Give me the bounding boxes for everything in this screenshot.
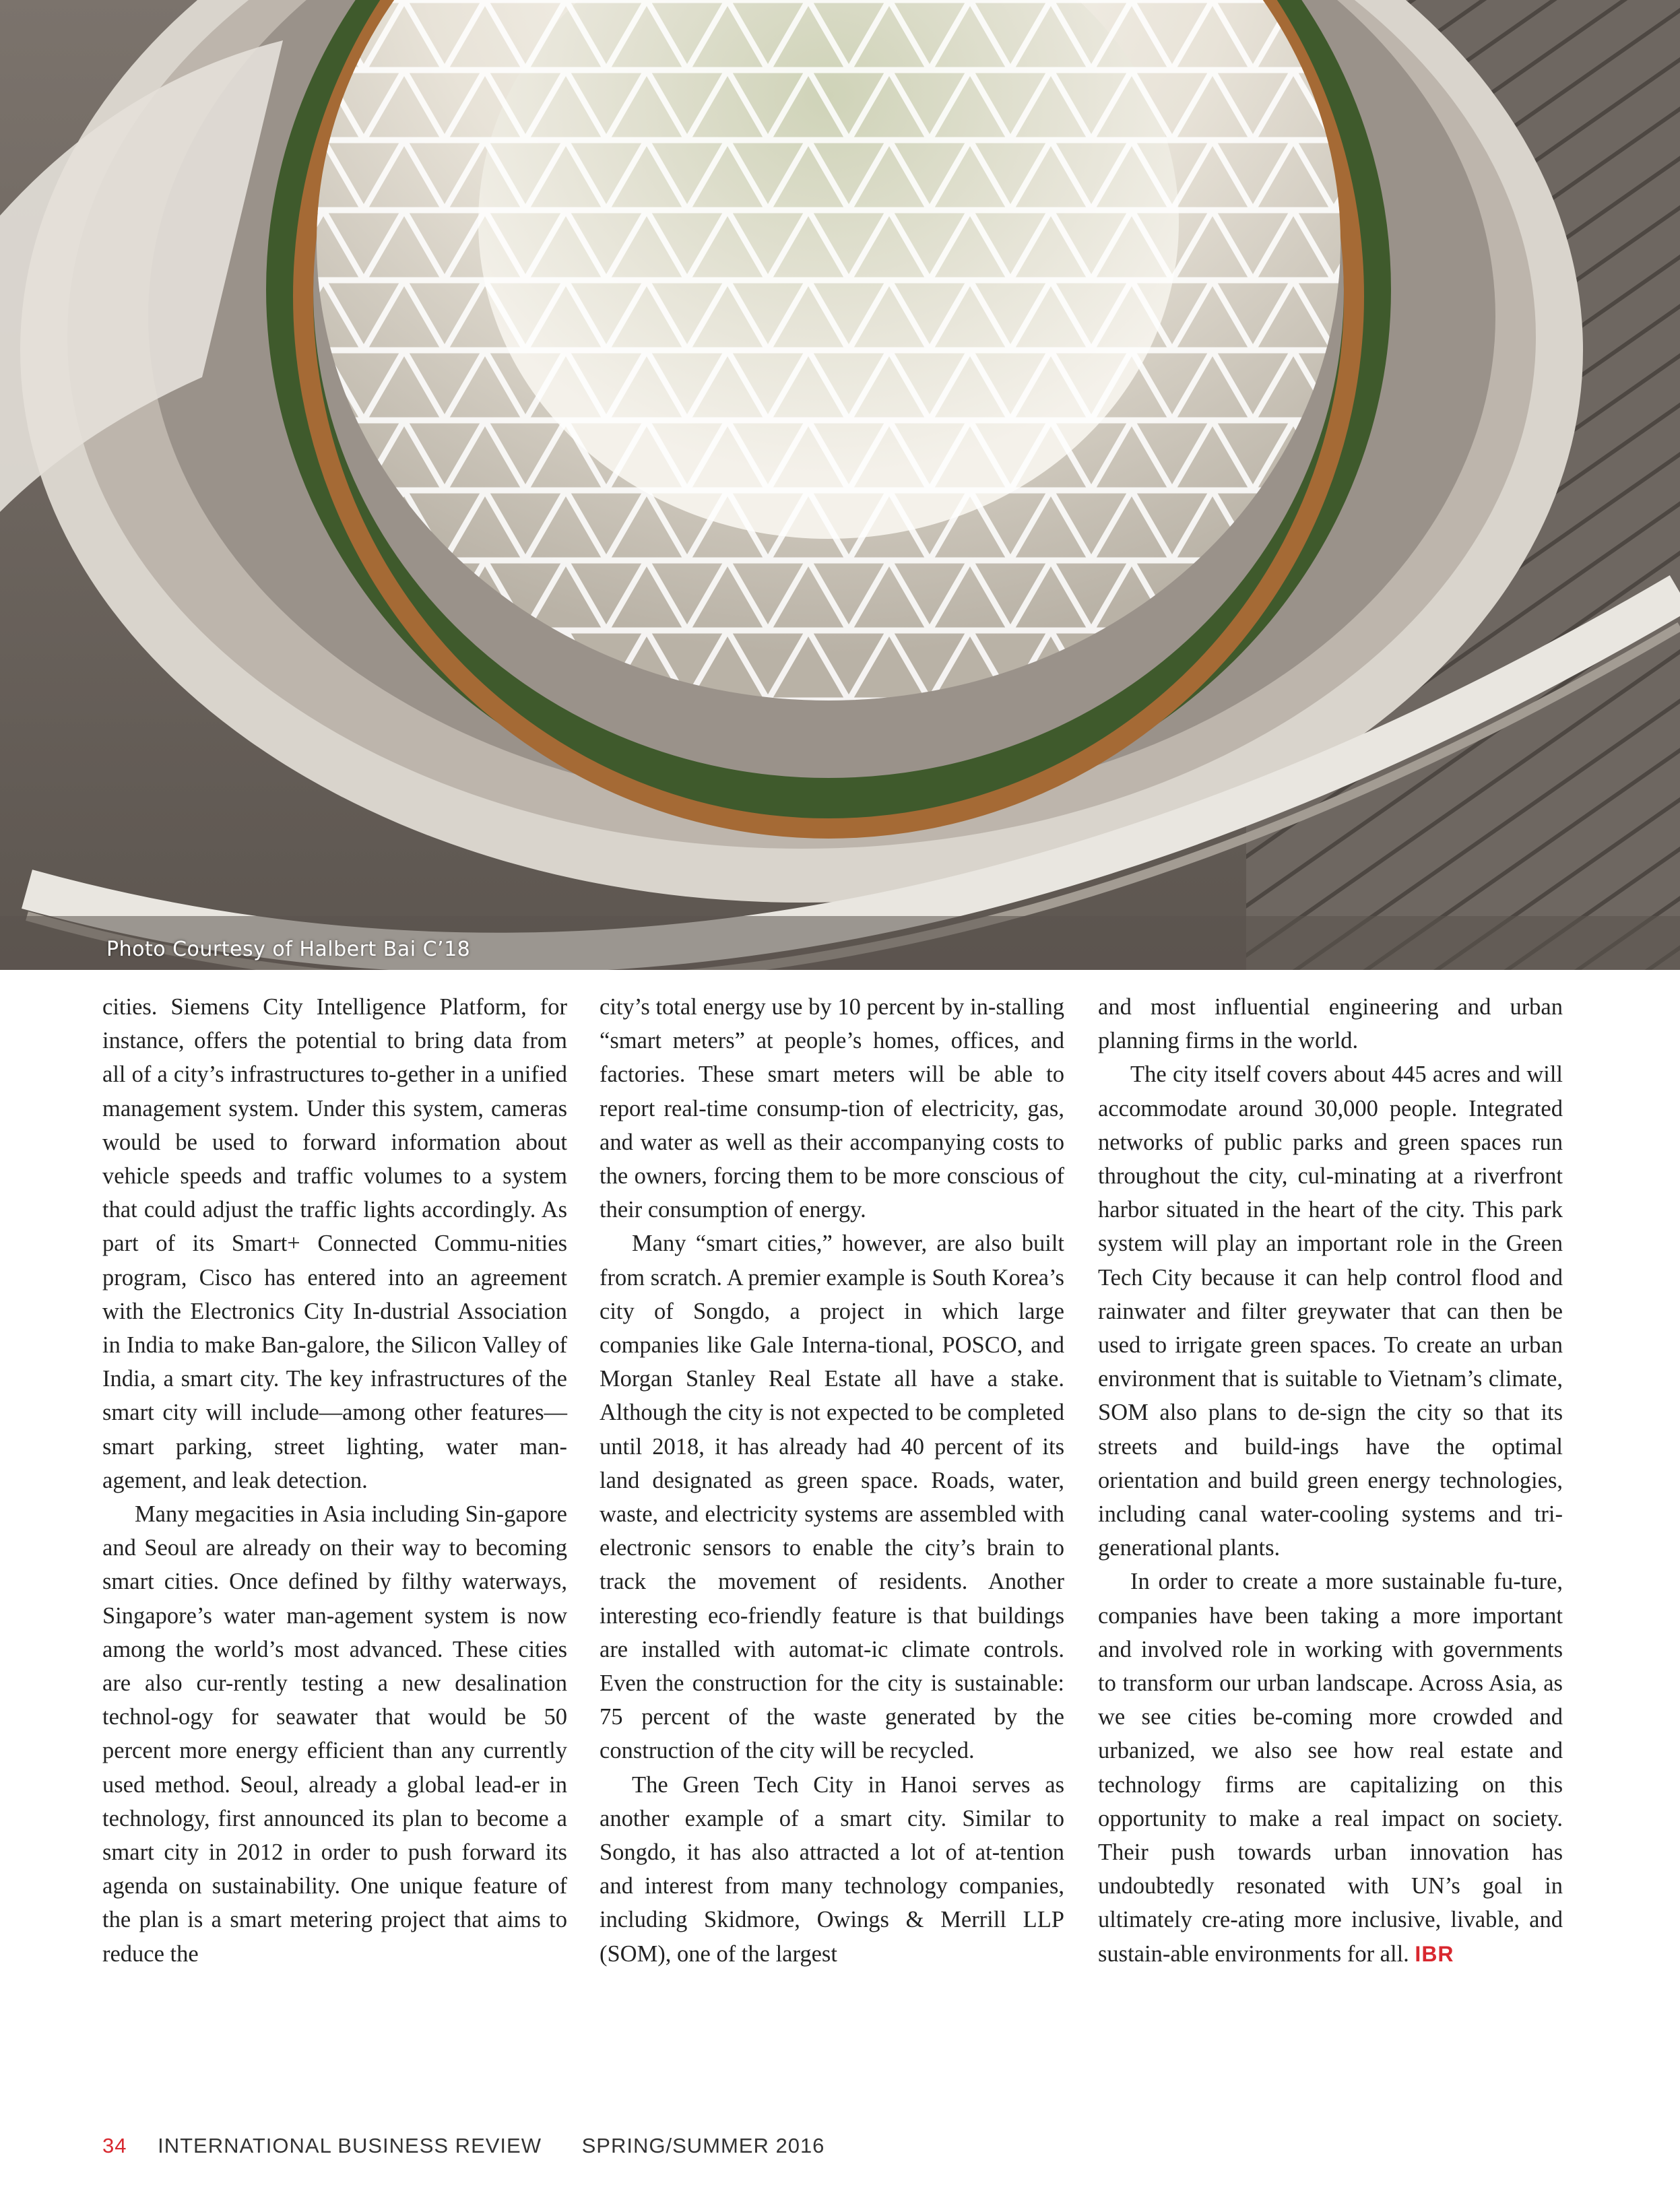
issue-label: SPRING/SUMMER 2016	[581, 2134, 825, 2157]
paragraph: Many megacities in Asia including Sin-gapore and Seoul are already on their way to becoming smart cities. Once defined by filthy waterways, Singapore’s water man-agement system is now among the world’s most advanced. These cities are also cur-rently testing a new desalination technol-ogy for seawater that would be 50 percent more energy efficient than any currently used method. Seoul, already a global lead-er in technology, first announced its plan to become a smart city in 2012 in order to push forward its agenda on sustainability. One unique feature of the plan is a smart metering project that aims to reduce the	[102, 1501, 567, 1967]
article-column-2	[600, 990, 1064, 1971]
photo-credit: Photo Courtesy of Halbert Bai C’18	[106, 938, 471, 961]
article-column-1	[102, 990, 567, 1971]
paragraph: The city itself covers about 445 acres and will accommodate around 30,000 people. Integrated networks of public parks and green spaces run throughout the city, cul-minating at a riverfront harbor situated in the heart of the city. This park system will play an important role in the Green Tech City because it can help control flood and rainwater and filter greywater that can then be used to irrigate green spaces. To create an urban environment that is suitable to Vietnam’s climate, SOM also plans to de-sign the city so that its streets and build-ings have the optimal orientation and build green energy technologies, including canal water-cooling systems and tri-generational plants.	[1098, 1062, 1563, 1561]
page-footer	[102, 2134, 825, 2158]
page-number: 34	[102, 2134, 127, 2157]
paragraph: Many “smart cities,” however, are also built from scratch. A premier example is South Korea’s city of Songdo, a project in which large companies like Gale Interna-tional, POSCO, and Morgan Stanley Real Estate all have a stake. Although the city is not expected to be completed until 2018, it has already had 40 percent of its land designated as green space. Roads, water, waste, and electricity systems are assembled with electronic sensors to enable the city’s brain to track the movement of residents. Another interesting eco-friendly feature is that buildings are installed with automat-ic climate controls. Even the construction for the city is sustainable: 75 percent of the waste generated by the construction of the city will be recycled.	[600, 1231, 1064, 1764]
paragraph: The Green Tech City in Hanoi serves as another example of a smart city. Similar to Songdo, it has also attracted a lot of at-tention and interest from many technology companies, including Skidmore, Owings & Merrill LLP (SOM), one of the largest	[600, 1771, 1064, 1967]
paragraph-text: In order to create a more sustainable fu-ture, companies have been taking a more important and involved role in working with governments to transform our urban landscape. Across Asia, as we see cities be-coming more crowded and urbanized, we also see how real estate and technology firms are capitalizing on this opportunity to make a real impact on society. Their push towards urban innovation has undoubtedly resonated with UN’s goal in ultimately cre-ating more inclusive, livable, and sustain-able environments for all.	[1098, 1569, 1563, 1967]
paragraph	[1098, 1565, 1563, 1970]
article-column-3	[1098, 990, 1563, 1971]
publication-name: INTERNATIONAL BUSINESS REVIEW	[158, 2134, 542, 2157]
ibr-end-mark: IBR	[1415, 1941, 1454, 1966]
paragraph: city’s total energy use by 10 percent by in-stalling “smart meters” at people’s homes, offices, and factories. These smart meters will be able to report real-time consump-tion of electricity, gas, and water as well as their accompanying costs to the owners, forcing them to be more conscious of their consumption of energy.	[600, 994, 1064, 1223]
atrium-photo	[0, 0, 1680, 970]
atrium-photo-illustration	[0, 0, 1680, 970]
paragraph: and most influential engineering and urban planning firms in the world.	[1098, 994, 1563, 1054]
paragraph: cities. Siemens City Intelligence Platform, for instance, offers the potential to bring data from all of a city’s infrastructures to-gether in a unified management system. Under this system, cameras would be used to forward information about vehicle speeds and traffic volumes to a system that could adjust the traffic lights accordingly. As part of its Smart+ Connected Commu-nities program, Cisco has entered into an agreement with the Electronics City In-dustrial Association in India to make Ban-galore, the Silicon Valley of India, a smart city. The key infrastructures of the smart city will include—among other features—smart parking, street lighting, water man-agement, and leak detection.	[102, 994, 567, 1493]
